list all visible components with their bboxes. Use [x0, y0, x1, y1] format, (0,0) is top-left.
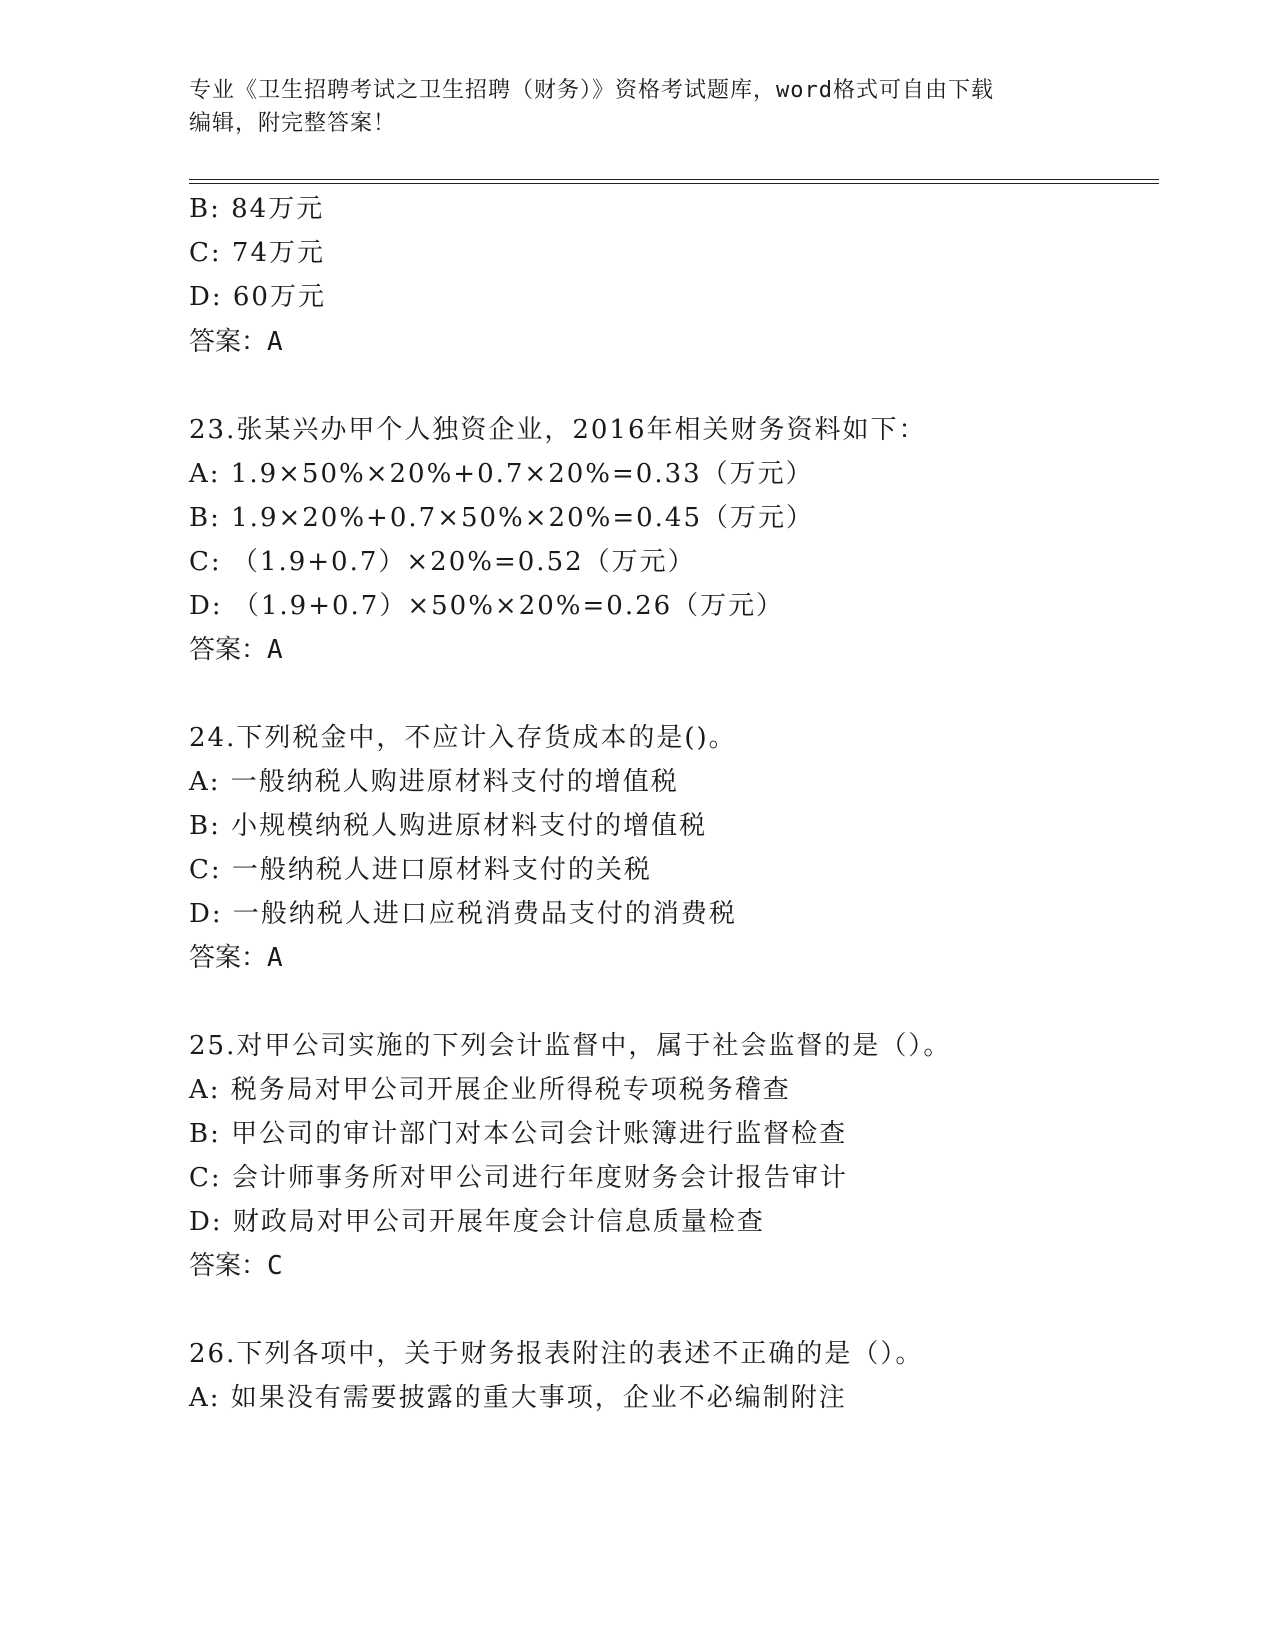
header-line-1: 专业《卫生招聘考试之卫生招聘（财务）》资格考试题库，word格式可自由下载 [189, 78, 994, 103]
header-divider-top [189, 179, 1159, 180]
option-line: D: 一般纳税人进口应税消费品支付的消费税 [189, 899, 737, 929]
question-stem: 23.张某兴办甲个人独资企业，2016年相关财务资料如下： [189, 415, 927, 445]
question-stem: 24.下列税金中，不应计入存货成本的是()。 [189, 723, 737, 753]
header-divider-bottom [189, 183, 1159, 184]
option-line: C: （1.9+0.7）×20%=0.52（万元） [189, 547, 696, 577]
option-line: D: 财政局对甲公司开展年度会计信息质量检查 [189, 1207, 765, 1237]
document-header [189, 74, 1089, 140]
option-line: D: 60万元 [189, 282, 326, 312]
answer-line: 答案：A [189, 635, 283, 665]
question-stem: 26.下列各项中，关于财务报表附注的表述不正确的是（）。 [189, 1339, 924, 1369]
option-line: A: 税务局对甲公司开展企业所得税专项税务稽查 [189, 1075, 791, 1105]
answer-line: 答案：A [189, 327, 283, 357]
option-line: A: 一般纳税人购进原材料支付的增值税 [189, 767, 679, 797]
option-line: B: 小规模纳税人购进原材料支付的增值税 [189, 811, 708, 841]
option-line: B: 甲公司的审计部门对本公司会计账簿进行监督检查 [189, 1119, 848, 1149]
header-line-2: 编辑，附完整答案！ [189, 111, 397, 136]
option-line: B: 84万元 [189, 194, 325, 224]
option-line: A: 如果没有需要披露的重大事项，企业不必编制附注 [189, 1383, 847, 1413]
question-stem: 25.对甲公司实施的下列会计监督中，属于社会监督的是（）。 [189, 1031, 952, 1061]
option-line: D: （1.9+0.7）×50%×20%=0.26（万元） [189, 591, 785, 621]
option-line: C: 74万元 [189, 238, 326, 268]
answer-line: 答案：A [189, 943, 283, 973]
option-line: C: 会计师事务所对甲公司进行年度财务会计报告审计 [189, 1163, 848, 1193]
answer-line: 答案：C [189, 1251, 283, 1281]
option-line: A: 1.9×50%×20%+0.7×20%=0.33（万元） [189, 459, 814, 489]
option-line: B: 1.9×20%+0.7×50%×20%=0.45（万元） [189, 503, 815, 533]
option-line: C: 一般纳税人进口原材料支付的关税 [189, 855, 652, 885]
